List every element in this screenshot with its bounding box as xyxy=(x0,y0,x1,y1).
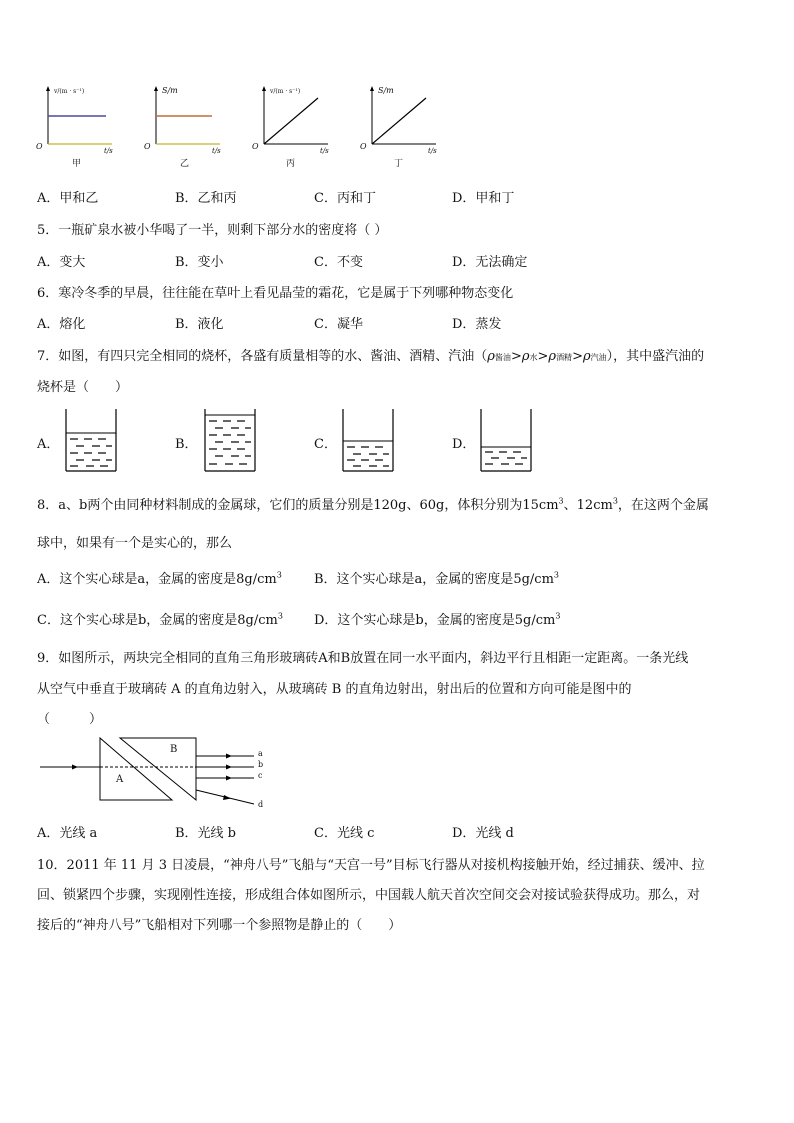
prism-a-label: A xyxy=(116,774,124,785)
q7-stem-b: ），其中盛汽油的 xyxy=(606,349,705,364)
q6-option-c[interactable]: C．凝华 xyxy=(314,317,363,332)
q9-line-2: 从空气中垂直于玻璃砖 A 的直角边射入，从玻璃砖 B 的直角边射出，射出后的位置和方向可能是图中的 xyxy=(37,682,632,697)
q8-option-d[interactable] xyxy=(314,609,560,628)
graph-jia xyxy=(36,84,120,169)
q10-line-2: 回、锁紧四个步骤，实现刚性连接，形成组合体如图所示，中国载人航天首次空间交会对接试验获得成功。那么，对 xyxy=(37,888,701,903)
beaker-c[interactable] xyxy=(341,409,395,473)
q8-sep: 、 xyxy=(406,498,420,513)
q8-stem-a: 8．a、b两个由同种材料制成的金属球，它们的质量分别是 xyxy=(37,498,374,513)
q8-stem-c: ，在这两个金属 xyxy=(617,498,709,513)
rho-symbol: ρ xyxy=(582,349,591,364)
graph-origin: O xyxy=(252,142,259,151)
beaker-b[interactable] xyxy=(203,409,257,473)
gt-symbol: > xyxy=(537,349,549,364)
q5-option-a[interactable]: A．变大 xyxy=(37,255,86,270)
graph-xlabel: t/s xyxy=(428,147,437,155)
rho-symbol: ρ xyxy=(487,349,495,364)
q7-stem-a: 7．如图，有四只完全相同的烧杯，各盛有质量相等的水、酱油、酒精、汽油（ xyxy=(37,349,488,364)
q8-option-text: A．这个实心球是a，金属的密度是 xyxy=(37,572,237,587)
gt-symbol: > xyxy=(572,349,583,364)
ray-a-label: a xyxy=(258,749,263,758)
q8-mass-b: 60g xyxy=(419,498,445,513)
graph-name: 丁 xyxy=(394,159,404,169)
graph-origin: O xyxy=(36,142,43,151)
q5-stem: 5．一瓶矿泉水被小华喝了一半，则剩下部分水的密度将（ ） xyxy=(37,223,388,238)
q7-sub-soy: 酱油 xyxy=(494,353,511,362)
cube-superscript: 3 xyxy=(276,570,282,580)
graph-ylabel: v/(m · s⁻¹) xyxy=(54,88,85,95)
q9-option-d[interactable]: D．光线 d xyxy=(452,826,514,841)
cube-superscript: 3 xyxy=(612,496,618,506)
q7-label-b[interactable]: B． xyxy=(175,437,198,452)
q4-option-d[interactable]: D．甲和丁 xyxy=(452,191,515,206)
graph-ding xyxy=(360,84,444,169)
q8-option-value: 5g/cm xyxy=(513,572,554,587)
q8-stem-b: ，体积分别为 xyxy=(444,498,523,513)
graph-name: 乙 xyxy=(180,159,190,169)
q8-option-b[interactable] xyxy=(314,568,559,587)
q8-option-a[interactable] xyxy=(37,568,282,587)
q4-option-c[interactable]: C．丙和丁 xyxy=(314,191,376,206)
q7-sub-water: 水 xyxy=(529,353,538,362)
q9-option-a[interactable]: A．光线 a xyxy=(37,826,98,841)
graph-ylabel: S/m xyxy=(378,86,394,95)
cube-superscript: 3 xyxy=(277,611,283,621)
graph-name: 丙 xyxy=(286,159,296,169)
q8-volume-a: 15cm xyxy=(522,498,559,513)
graph-xlabel: t/s xyxy=(104,147,113,155)
prism-b-label: B xyxy=(170,744,178,755)
q8-option-text: B．这个实心球是a，金属的密度是 xyxy=(314,572,514,587)
gt-symbol: > xyxy=(510,349,522,364)
graph-ylabel: v/(m · s⁻¹) xyxy=(270,88,301,95)
cube-superscript: 3 xyxy=(558,496,564,506)
q6-option-d[interactable]: D．蒸发 xyxy=(452,317,502,332)
q8-stem-d: 球中，如果有一个是实心的，那么 xyxy=(37,536,233,551)
ray-b-label: b xyxy=(258,760,264,769)
q10-line-1: 10．2011 年 11 月 3 日凌晨，“神舟八号”飞船与“天宫一号”目标飞行器从对接机构接触开始，经过捕获、缓冲、拉 xyxy=(37,858,705,873)
graph-origin: O xyxy=(144,142,151,151)
prism-figure xyxy=(38,734,278,814)
cube-superscript: 3 xyxy=(553,570,559,580)
q7-sub-alcohol: 酒精 xyxy=(556,353,573,362)
q8-option-text: C．这个实心球是b，金属的密度是 xyxy=(37,613,238,628)
q8-volume-b: 12cm xyxy=(576,498,613,513)
q7-label-d[interactable]: D． xyxy=(452,437,476,452)
q7-label-c[interactable]: C． xyxy=(314,437,337,452)
cube-superscript: 3 xyxy=(555,611,561,621)
q7-label-a[interactable]: A． xyxy=(37,437,60,452)
rho-symbol: ρ xyxy=(548,349,557,364)
q6-option-b[interactable]: B．液化 xyxy=(175,317,224,332)
graph-name: 甲 xyxy=(72,159,82,169)
q5-option-b[interactable]: B．变小 xyxy=(175,255,224,270)
graph-xlabel: t/s xyxy=(212,147,221,155)
q8-mass-a: 120g xyxy=(373,498,407,513)
q7-stem xyxy=(37,345,704,364)
beaker-d[interactable] xyxy=(479,409,533,473)
q7-stem-c: 烧杯是（ ） xyxy=(37,380,129,395)
ray-d-label: d xyxy=(258,800,264,809)
q4-option-b[interactable]: B．乙和丙 xyxy=(175,191,237,206)
q5-option-d[interactable]: D．无法确定 xyxy=(452,255,528,270)
ray-c-label: c xyxy=(258,771,263,780)
graph-origin: O xyxy=(360,142,367,151)
q5-option-c[interactable]: C．不变 xyxy=(314,255,363,270)
q4-option-a[interactable]: A．甲和乙 xyxy=(37,191,99,206)
graph-ylabel: S/m xyxy=(162,86,178,95)
q8-option-value: 8g/cm xyxy=(236,572,277,587)
graph-xlabel: t/s xyxy=(320,147,329,155)
beaker-a[interactable] xyxy=(64,409,118,473)
graph-bing xyxy=(252,84,336,169)
q9-line-3: （ ） xyxy=(37,712,103,727)
q6-stem: 6．寒冷冬季的早晨，往往能在草叶上看见晶莹的霜花，它是属于下列哪种物态变化 xyxy=(37,286,514,301)
rho-symbol: ρ xyxy=(521,349,530,364)
q8-option-value: 5g/cm xyxy=(514,613,556,628)
q8-option-value: 8g/cm xyxy=(237,613,278,628)
q8-stem xyxy=(37,494,709,513)
q6-option-a[interactable]: A．熔化 xyxy=(37,317,86,332)
q9-line-1: 9．如图所示，两块完全相同的直角三角形玻璃砖A和B放置在同一水平面内，斜边平行且相距一定距离。一条光线 xyxy=(37,651,689,666)
q8-sep: 、 xyxy=(563,498,577,513)
graph-yi xyxy=(144,84,228,169)
q7-sub-gasoline: 汽油 xyxy=(590,353,607,362)
q8-option-text: D．这个实心球是b，金属的密度是 xyxy=(314,613,515,628)
q9-option-c[interactable]: C．光线 c xyxy=(314,826,375,841)
q8-option-c[interactable] xyxy=(37,609,283,628)
q10-line-3: 接后的“神舟八号”飞船相对下列哪一个参照物是静止的（ ） xyxy=(37,918,402,933)
q9-option-b[interactable]: B．光线 b xyxy=(175,826,237,841)
